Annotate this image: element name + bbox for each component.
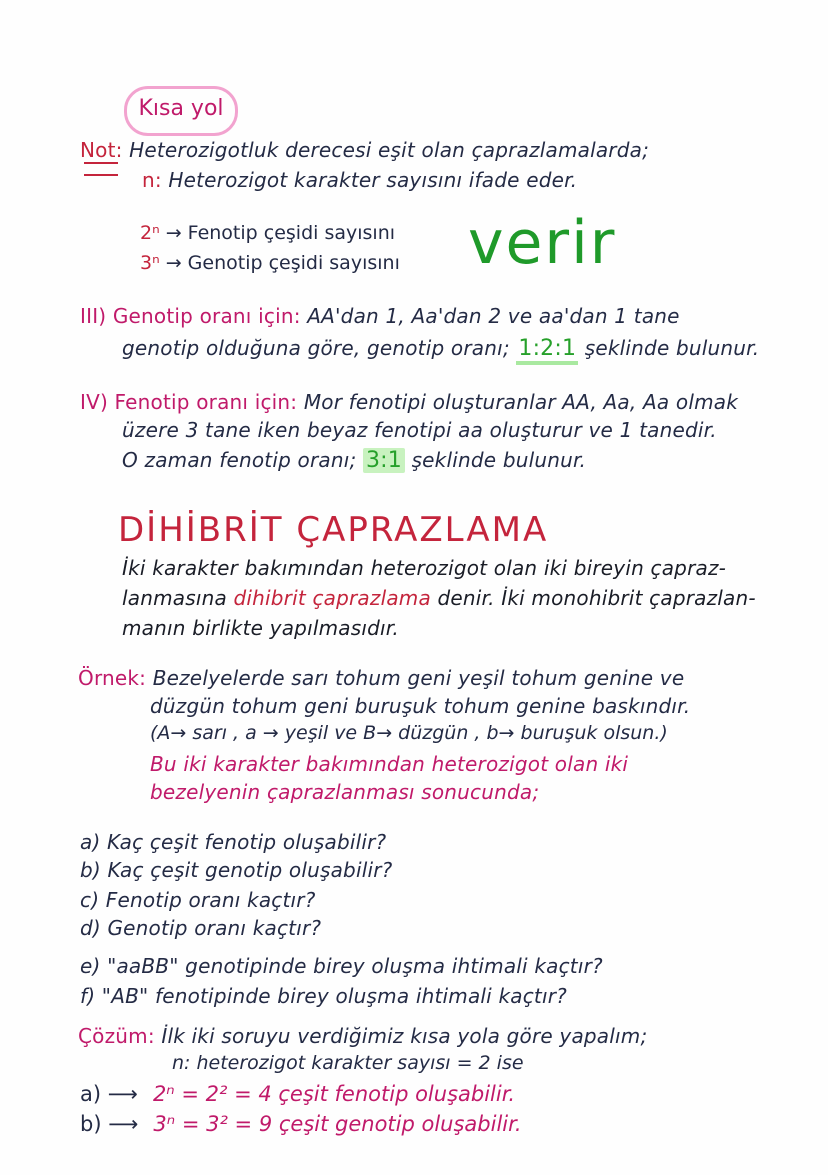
dihibrit-text-3: manın birlikte yapılmasıdır. (122, 616, 399, 640)
ornek-label: Örnek: (78, 666, 147, 690)
iii-ratio: 1:2:1 (516, 336, 578, 365)
ornek-text-1: Bezelyelerde sarı tohum geni yeşil tohum genine ve (152, 666, 685, 690)
iii-prefix: III) Genotip oranı için: (80, 304, 301, 328)
note-text-1: Heterozigotluk derecesi eşit olan çaprazlamalarda; (129, 138, 650, 162)
formula-fenotip (140, 222, 395, 244)
ornek-text-5: bezelyenin çaprazlanması sonucunda; (150, 780, 540, 804)
cozum-text-1: İlk iki soruyu verdiğimiz kısa yola göre yapalım; (161, 1024, 648, 1048)
iv-text-3b: şeklinde bulunur. (411, 448, 587, 472)
cozum-line-2 (172, 1052, 524, 1074)
ornek-line-2 (150, 694, 690, 718)
ornek-text-4: Bu iki karakter bakımından heterozigot olan iki (150, 752, 629, 776)
verir-word: verir (468, 208, 617, 278)
dihibrit-term: dihibrit çaprazlama (233, 586, 431, 610)
answer-a-label: a) ⟶ (80, 1082, 138, 1106)
ornek-line-3 (150, 722, 668, 744)
ornek-line-1 (78, 666, 684, 690)
question-c: c) Fenotip oranı kaçtır? (80, 888, 316, 912)
cozum-line-1 (78, 1024, 647, 1048)
note-line-2 (142, 168, 577, 192)
question-f: f) "AB" fenotipinde birey oluşma ihtimali kaçtır? (80, 984, 567, 1008)
iii-line-2 (122, 336, 759, 365)
iii-text-1: AA'dan 1, Aa'dan 2 ve aa'dan 1 tane (307, 304, 680, 328)
iv-text-1: Mor fenotipi oluşturanlar AA, Aa, Aa olmak (303, 390, 739, 414)
kisa-yol-badge (124, 86, 238, 136)
dihibrit-text-1: İki karakter bakımından heterozigot olan iki bireyin çapraz- (122, 556, 727, 580)
ornek-line-5 (150, 780, 539, 804)
question-e: e) "aaBB" genotipinde birey oluşma ihtimali kaçtır? (80, 954, 603, 978)
iv-line-3 (122, 448, 586, 473)
note-underline (84, 162, 118, 176)
cozum-label: Çözüm: (78, 1024, 155, 1048)
ornek-text-3: (A→ sarı , a → yeşil ve B→ düzgün , b→ buruşuk olsun.) (150, 722, 668, 744)
question-a: a) Kaç çeşit fenotip oluşabilir? (80, 830, 387, 854)
kisa-yol-label: Kısa yol (138, 96, 224, 121)
dihibrit-text-2b: denir. İki monohibrit çaprazlan- (437, 586, 756, 610)
answer-a-text: 2ⁿ = 2² = 4 çeşit fenotip oluşabilir. (152, 1082, 516, 1106)
iv-line-2 (122, 418, 717, 442)
note-label: Not: (80, 138, 123, 162)
note-n-label: n: (142, 168, 162, 192)
dihibrit-text-2a: lanmasına (122, 586, 227, 610)
formula-3n: 3ⁿ (140, 252, 160, 274)
note-line-1 (80, 138, 649, 162)
note-text-2: Heterozigot karakter sayısını ifade eder. (168, 168, 578, 192)
formula-genotip-text: → Genotip çeşidi sayısını (165, 252, 400, 274)
iv-text-3a: O zaman fenotip oranı; (122, 448, 357, 472)
formula-fenotip-text: → Fenotip çeşidi sayısını (165, 222, 396, 244)
dihibrit-line-2 (122, 586, 756, 610)
formula-2n: 2ⁿ (140, 222, 160, 244)
iv-ratio: 3:1 (363, 448, 405, 473)
iii-text-2b: şeklinde bulunur. (584, 336, 760, 360)
cozum-answer-a (80, 1082, 515, 1106)
ornek-text-2: düzgün tohum geni buruşuk tohum genine baskındır. (150, 694, 691, 718)
answer-b-label: b) ⟶ (80, 1112, 139, 1136)
cozum-answer-b (80, 1112, 522, 1136)
dihibrit-title: DİHİBRİT ÇAPRAZLAMA (118, 510, 549, 550)
ornek-line-4 (150, 752, 628, 776)
formula-genotip (140, 252, 400, 274)
iv-text-2: üzere 3 tane iken beyaz fenotipi aa oluşturur ve 1 tanedir. (122, 418, 717, 442)
iii-line-1 (80, 304, 680, 328)
dihibrit-line-1 (122, 556, 726, 580)
dihibrit-line-3 (122, 616, 399, 640)
iv-prefix: IV) Fenotip oranı için: (80, 390, 298, 414)
answer-b-text: 3ⁿ = 3² = 9 çeşit genotip oluşabilir. (153, 1112, 522, 1136)
question-d: d) Genotip oranı kaçtır? (80, 916, 322, 940)
iv-line-1 (80, 390, 738, 414)
cozum-text-2: n: heterozigot karakter sayısı = 2 ise (172, 1052, 524, 1074)
question-b: b) Kaç çeşit genotip oluşabilir? (80, 858, 393, 882)
iii-text-2a: genotip olduğuna göre, genotip oranı; (122, 336, 510, 360)
